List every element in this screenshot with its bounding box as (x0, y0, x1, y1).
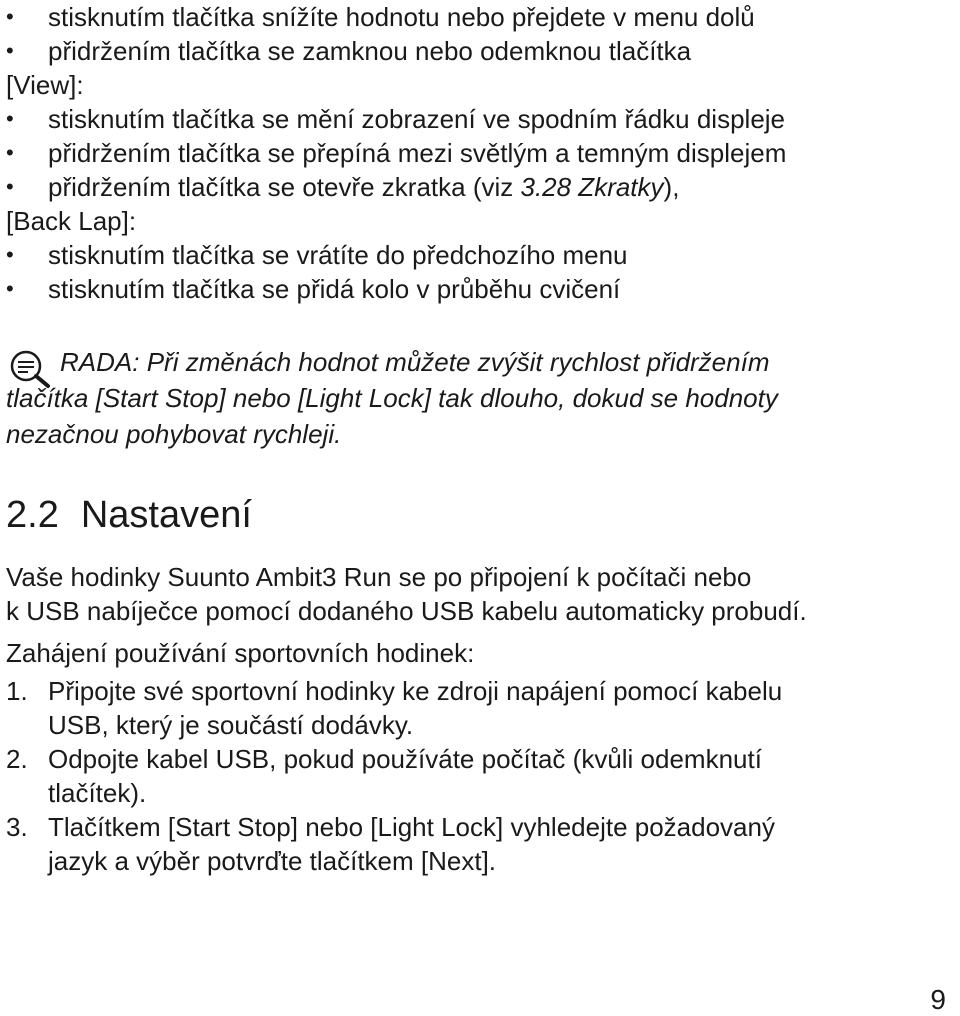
list-item: 3. Tlačítkem [Start Stop] nebo [Light Lock] vyhledejte požadovaný jazyk a výběr potvrďte tlačítkem [Next]. (6, 812, 775, 876)
magnifier-tip-icon (6, 348, 54, 388)
bullet-icon: • (6, 38, 14, 63)
list-item: • přidržením tlačítka se přepíná mezi světlým a temným displejem (6, 138, 787, 168)
bullet-icon: • (6, 174, 14, 199)
bullet-icon: • (6, 106, 14, 131)
list-item: • stisknutím tlačítka se vrátíte do předchozího menu (6, 240, 628, 270)
step-number: 2. (6, 744, 28, 774)
button-label-backlap: [Back Lap]: (6, 206, 137, 236)
intro-paragraph-line-1: Vaše hodinky Suunto Ambit3 Run se po připojení k počítači nebo (6, 562, 752, 592)
bullet-list-backlap (0, 238, 960, 306)
button-label-view: [View]: (6, 70, 84, 100)
bullet-icon: • (6, 242, 14, 267)
list-item: • stisknutím tlačítka se přidá kolo v průběhu cvičení (6, 274, 621, 304)
step-number: 1. (6, 676, 28, 706)
steps-heading: Zahájení používání sportovních hodinek: (6, 638, 475, 668)
bullet-icon: • (6, 4, 14, 29)
button-description-block (0, 0, 960, 306)
section-heading (6, 490, 252, 540)
page-number: 9 (930, 984, 946, 1015)
step-number: 3. (6, 812, 28, 842)
list-item: • stisknutím tlačítka snížíte hodnotu nebo přejdete v menu dolů (6, 2, 755, 32)
intro-paragraph-line-2: k USB nabíječce pomocí dodaného USB kabelu automaticky probudí. (6, 596, 807, 626)
bullet-icon: • (6, 276, 14, 301)
bullet-list-view (0, 102, 960, 204)
list-item: • přidržením tlačítka se zamknou nebo odemknou tlačítka (6, 36, 692, 66)
tip-note (0, 344, 920, 452)
list-item: • přidržením tlačítka se otevře zkratka (viz 3.28 Zkratky), (6, 172, 680, 202)
tip-label: RADA: (60, 347, 140, 377)
bullet-list-a (0, 0, 960, 68)
cross-reference-link[interactable]: 3.28 Zkratky (520, 172, 664, 202)
list-item: 2. Odpojte kabel USB, pokud používáte počítač (kvůli odemknutí tlačítek). (6, 744, 762, 808)
list-item: 1. Připojte své sportovní hodinky ke zdroji napájení pomocí kabelu USB, který je součástí dodávky. (6, 676, 783, 740)
steps-list (0, 674, 782, 878)
list-item: • stisknutím tlačítka se mění zobrazení ve spodním řádku displeje (6, 104, 786, 134)
section-number: 2.2 (6, 494, 59, 536)
bullet-icon: • (6, 140, 14, 165)
section-title: Nastavení (80, 494, 252, 536)
tip-text: RADA: Při změnách hodnot můžete zvýšit rychlost přidržením tlačítka [Start Stop] nebo [Light Lock] tak dlouho, dokud se hodnoty nezačnou pohybovat rychleji. (6, 347, 778, 449)
